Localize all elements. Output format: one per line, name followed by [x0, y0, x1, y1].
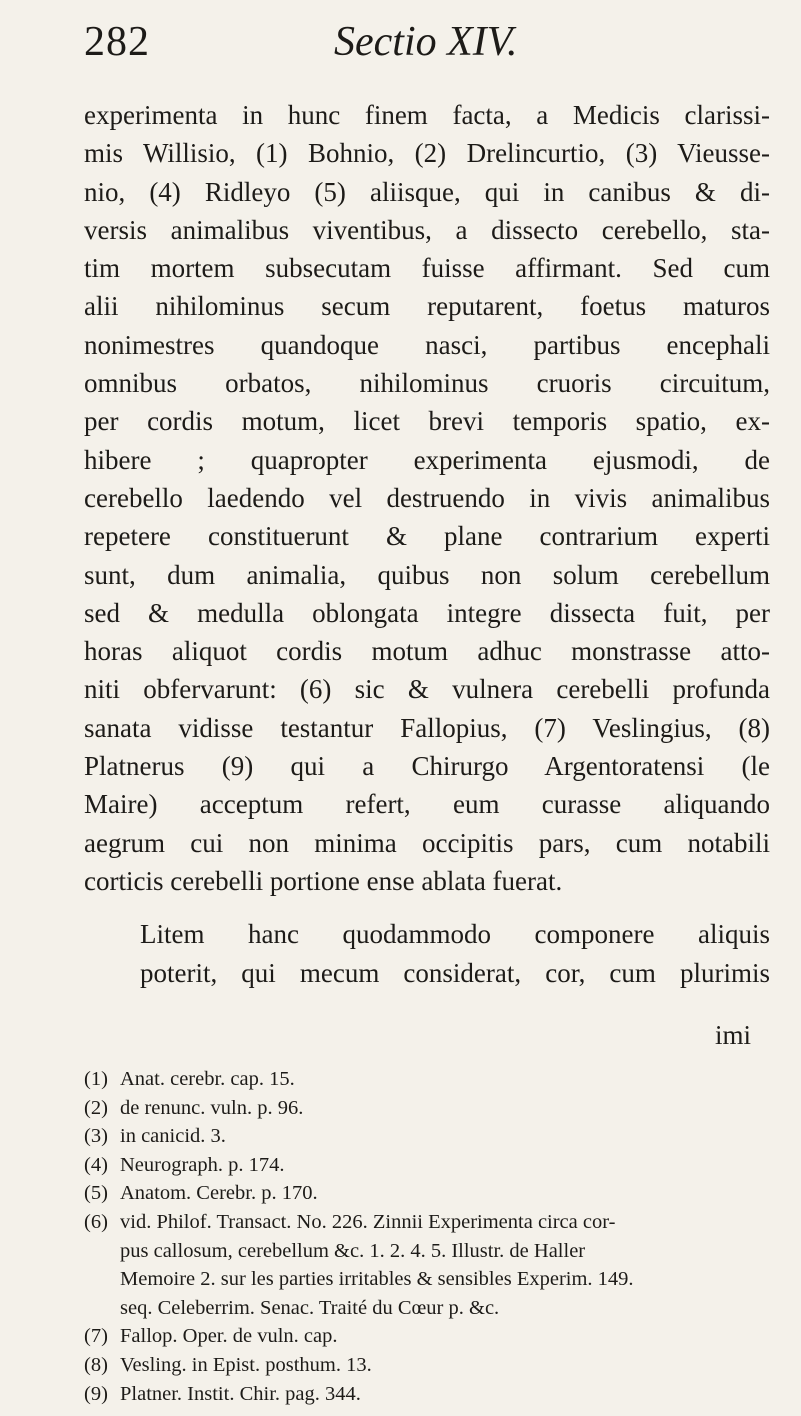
text-line: alii nihilominus secum reputarent, foetus maturos [84, 291, 770, 322]
footnote [84, 1094, 770, 1123]
footnote [84, 1294, 770, 1323]
footnote-text: Neurograph. p. 174. [120, 1153, 285, 1176]
footnote-number: (4) [84, 1153, 108, 1176]
footnote-number: (3) [84, 1125, 108, 1148]
footnote-text: Memoire 2. sur les parties irritables & sensibles Experim. 149. [120, 1268, 634, 1291]
text-line: poterit, qui mecum considerat, cor, cum plurimis [140, 957, 770, 988]
footnote-text: in canicid. 3. [120, 1125, 226, 1148]
page-header [84, 18, 761, 78]
running-title: Sectio XIV. [334, 19, 518, 65]
text-line: tim mortem subsecutam fuisse affirmant. Sed cum [84, 253, 770, 284]
catchword: imi [714, 1020, 751, 1050]
text-line: sunt, dum animalia, quibus non solum cerebellum [84, 559, 770, 590]
text-line: omnibus orbatos, nihilominus cruoris circuitum, [84, 368, 770, 399]
text-line: mis Willisio, (1) Bohnio, (2) Drelincurtio, (3) Vieusse- [84, 138, 770, 169]
footnote [84, 1065, 770, 1094]
text-line: Platnerus (9) qui a Chirurgo Argentoratensi (le [84, 751, 770, 782]
footnote [84, 1122, 770, 1151]
footnote-text: Anat. cerebr. cap. 15. [120, 1068, 295, 1090]
footnote [84, 1179, 770, 1208]
footnote-text: vid. Philof. Transact. No. 226. Zinnii Experimenta circa cor- [120, 1210, 616, 1233]
footnote-text: Vesling. in Epist. posthum. 13. [120, 1353, 372, 1376]
footnote-number: (6) [84, 1210, 108, 1233]
footnote [84, 1208, 770, 1237]
footnote-text: pus callosum, cerebellum &c. 1. 2. 4. 5. Illustr. de Haller [120, 1239, 586, 1262]
footnote [84, 1322, 770, 1351]
text-line: niti obfervarunt: (6) sic & vulnera cerebelli profunda [84, 674, 770, 705]
footnote [84, 1265, 770, 1294]
footnote-text: Platner. Instit. Chir. pag. 344. [120, 1382, 361, 1405]
text-line: Litem hanc quodammodo componere aliquis [140, 919, 770, 950]
footnote-text: Fallop. Oper. de vuln. cap. [120, 1325, 338, 1348]
text-line: hibere ; quapropter experimenta ejusmodi, de [84, 444, 770, 475]
footnote-text: seq. Celeberrim. Senac. Traité du Cœur p. &c. [120, 1296, 500, 1319]
page-number: 282 [84, 19, 150, 65]
footnote-text: Anatom. Cerebr. p. 170. [120, 1182, 318, 1205]
text-line: versis animalibus viventibus, a dissecto cerebello, sta- [84, 214, 770, 245]
main-text [84, 96, 770, 992]
text-line: corticis cerebelli portione ense ablata fuerat. [84, 865, 563, 896]
text-line: sanata vidisse testantur Fallopius, (7) Veslingius, (8) [84, 712, 770, 743]
footnote-number: (7) [84, 1325, 108, 1348]
text-line: sed & medulla oblongata integre dissecta fuit, per [84, 597, 770, 628]
footnote-text: de renunc. vuln. p. 96. [120, 1096, 304, 1119]
text-line: per cordis motum, licet brevi temporis spatio, ex- [84, 406, 770, 437]
text-line: repetere constituerunt & plane contrarium experti [84, 521, 770, 552]
text-line: Maire) acceptum refert, eum curasse aliquando [84, 789, 770, 820]
text-line: aegrum cui non minima occipitis pars, cum notabili [84, 827, 770, 858]
text-line: nonimestres quandoque nasci, partibus encephali [84, 329, 770, 360]
footnote-number: (2) [84, 1096, 108, 1119]
text-line: nio, (4) Ridleyo (5) aliisque, qui in canibus & di- [84, 176, 770, 207]
paragraph-2 [84, 915, 770, 992]
footnote-number: (9) [84, 1382, 108, 1405]
footnote [84, 1351, 770, 1380]
text-line: horas aliquot cordis motum adhuc monstrasse atto- [84, 636, 770, 667]
footnote-number: (8) [84, 1353, 108, 1376]
footnote [84, 1237, 770, 1266]
footnote [84, 1380, 770, 1409]
text-line: cerebello laedendo vel destruendo in vivis animalibus [84, 482, 770, 513]
paragraph-1 [84, 96, 770, 900]
footnote-number: (1) [84, 1068, 108, 1090]
footnotes [84, 1065, 770, 1408]
footnote-number: (5) [84, 1182, 108, 1205]
footnote [84, 1151, 770, 1180]
text-line: experimenta in hunc finem facta, a Medicis clarissi- [84, 100, 770, 130]
